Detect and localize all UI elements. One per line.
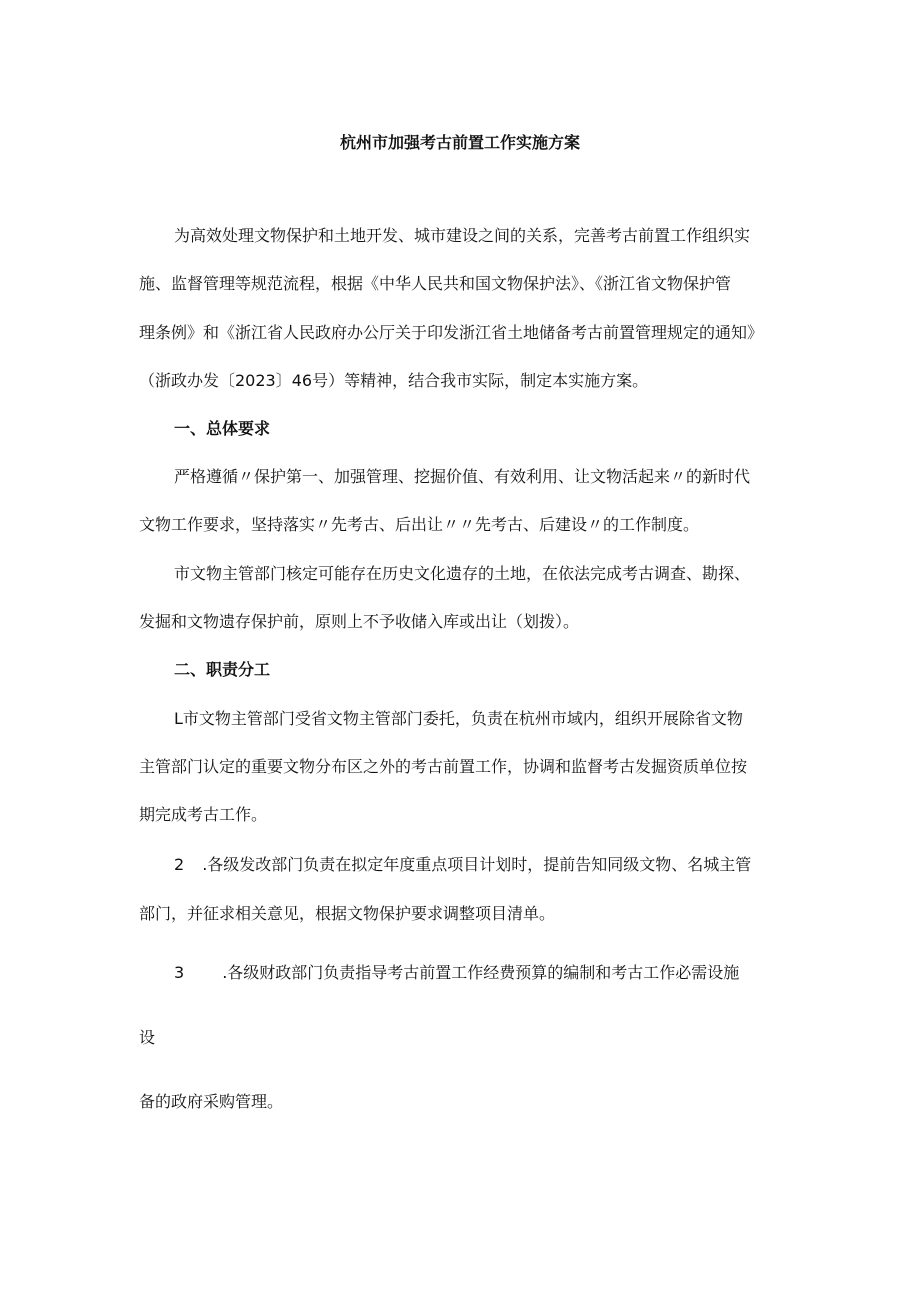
section-2-item-1-line-1: L市文物主管部门受省文物主管部门委托，负责在杭州市域内，组织开展除省文物 bbox=[174, 709, 743, 728]
section-2-item-3-line-1 bbox=[174, 962, 739, 984]
section-2-item-2-line-1 bbox=[174, 854, 751, 876]
section-1-para-1-line-1: 严格遵循〃保护第一、加强管理、挖掘价值、有效利用、让文物活起来〃的新时代 bbox=[174, 467, 751, 486]
section-2-item-2-text: .各级发改部门负责在拟定年度重点项目计划时，提前告知同级文物、名城主管 bbox=[202, 855, 752, 874]
preamble-line-2: 施、监督管理等规范流程，根据《中华人民共和国文物保护法》、《浙江省文物保护管 bbox=[139, 274, 732, 293]
section-2-item-2-line-2: 部门，并征求相关意见，根据文物保护要求调整项目清单。 bbox=[139, 904, 556, 923]
preamble-line-3: 理条例》和《浙江省人民政府办公厅关于印发浙江省土地储备考古前置管理规定的通知》 bbox=[139, 323, 764, 342]
section-2-item-1-line-3: 期完成考古工作。 bbox=[139, 805, 268, 824]
section-2-item-3-line-2: 设 bbox=[139, 1028, 156, 1047]
section-2-heading: 二、职责分工 bbox=[174, 660, 271, 679]
preamble-line-1: 为高效处理文物保护和土地开发、城市建设之间的关系，完善考古前置工作组织实 bbox=[174, 226, 751, 245]
document-title: 杭州市加强考古前置工作实施方案 bbox=[339, 133, 580, 152]
section-1-para-1-line-2: 文物工作要求，坚持落实〃先考古、后出让〃〃先考古、后建设〃的工作制度。 bbox=[139, 515, 700, 534]
section-2-item-2-number: 2 bbox=[174, 855, 185, 874]
section-2-item-1-line-2: 主管部门认定的重要文物分布区之外的考古前置工作，协调和监督考古发掘资质单位按 bbox=[139, 757, 748, 776]
section-2-item-3-number: 3 bbox=[174, 963, 185, 982]
preamble-line-4: （浙政办发〔2023〕46号）等精神，结合我市实际，制定本实施方案。 bbox=[139, 371, 649, 390]
section-1-para-2-line-1: 市文物主管部门核定可能存在历史文化遗存的土地，在依法完成考古调查、勘探、 bbox=[174, 564, 751, 583]
section-2-item-3-text: .各级财政部门负责指导考古前置工作经费预算的编制和考古工作必需设施 bbox=[222, 963, 740, 982]
section-1-heading: 一、总体要求 bbox=[174, 419, 271, 438]
section-1-para-2-line-2: 发掘和文物遗存保护前，原则上不予收储入库或出让（划拨）。 bbox=[139, 612, 580, 631]
section-2-item-3-line-3: 备的政府采购管理。 bbox=[139, 1092, 284, 1111]
